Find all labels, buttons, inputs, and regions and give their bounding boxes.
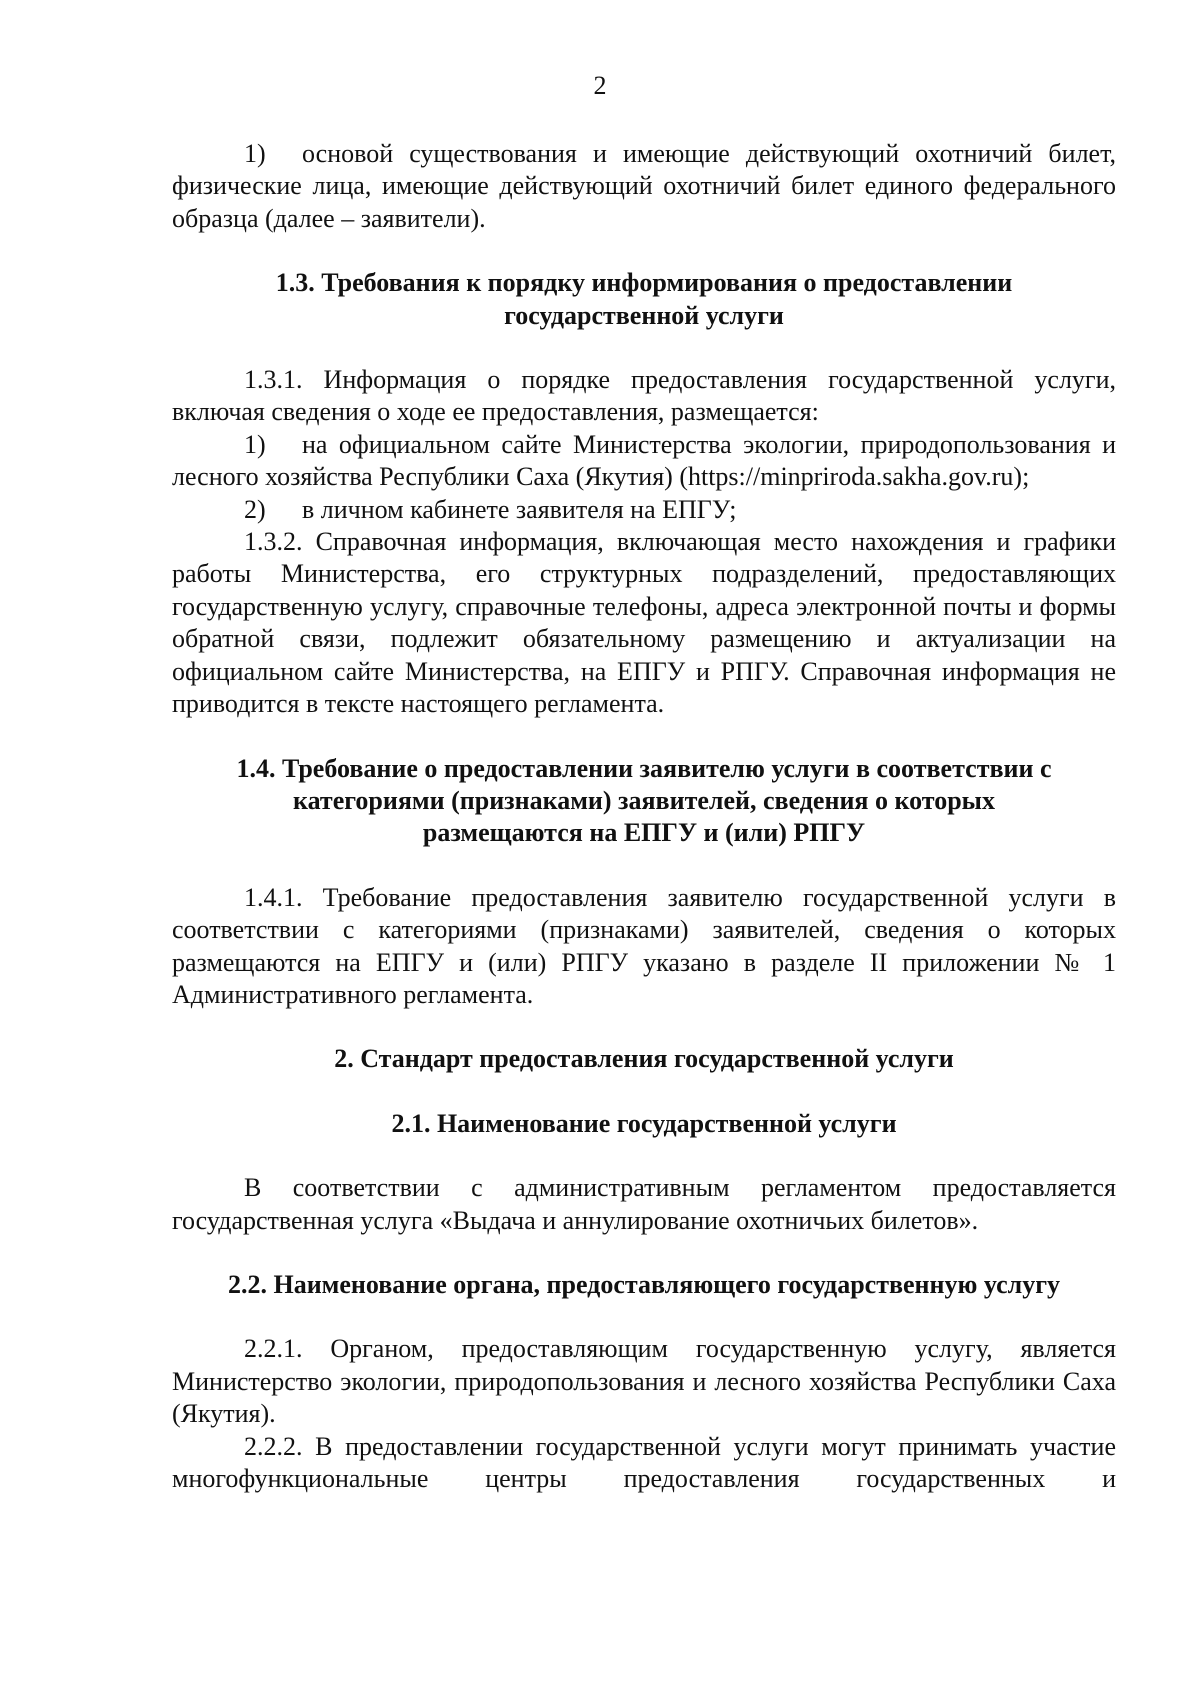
heading-line: 2. Стандарт предоставления государственной услуги — [334, 1044, 954, 1074]
heading-line: государственной услуги — [504, 300, 784, 330]
list-item-number: 1) — [244, 429, 266, 459]
page-number: 2 — [593, 71, 607, 100]
section-heading-2-1 — [172, 1108, 1116, 1140]
list-item — [172, 429, 1116, 494]
list-item — [172, 138, 1116, 235]
list-item-text: в личном кабинете заявителя на ЕПГУ; — [302, 494, 737, 524]
heading-line: 1.3. Требования к порядку информирования о предоставлении — [275, 268, 1013, 298]
list-item — [172, 494, 1116, 526]
list-item-number: 2) — [244, 494, 266, 524]
paragraph-1-4-1: 1.4.1. Требование предоставления заявителю государственной услуги в соответствии с категориями (признаками) заявителей, сведения о которых размещаются на ЕПГУ и (или) РПГУ указано в разделе II приложении № 1 Административного регламента. — [172, 882, 1116, 1009]
paragraph-2-2-2: 2.2.2. В предоставлении государственной услуги могут принимать участие многофункциональные центры предоставления государственных и — [172, 1431, 1116, 1493]
list-item-number: 1) — [244, 139, 266, 168]
heading-line: категориями (признаками) заявителей, сведения о которых — [293, 785, 995, 815]
document-body — [172, 138, 1116, 1495]
heading-line: 2.1. Наименование государственной услуги — [391, 1108, 897, 1138]
list-item-text: основой существования и имеющие действующий охотничий билет, физические лица, имеющие действующий охотничий билет единого федерального образца (далее – заявители). — [172, 139, 1116, 233]
paragraph-1-3-1: 1.3.1. Информация о порядке предоставления государственной услуги, включая сведения о ходе ее предоставления, размещается: — [172, 365, 1116, 427]
paragraph-2-1: В соответствии с административным регламентом предоставляется государственная услуга «Выдача и аннулирование охотничьих билетов». — [172, 1173, 1116, 1235]
section-heading-2-2 — [172, 1269, 1116, 1301]
paragraph-1-3-2: 1.3.2. Справочная информация, включающая место нахождения и графики работы Министерства, его структурных подразделений, предоставляющих государственную услугу, справочные телефоны, адреса электронной почты и формы обратной связи, подлежит обязательному размещению и актуализации на официальном сайте Министерства, на ЕПГУ и РПГУ. Справочная информация не приводится в тексте настоящего регламента. — [172, 527, 1116, 719]
section-heading-1-3 — [172, 267, 1116, 332]
heading-line: 1.4. Требование о предоставлении заявителю услуги в соответствии с — [236, 753, 1052, 783]
heading-line: 2.2. Наименование органа, предоставляющего государственную услугу — [227, 1269, 1061, 1299]
heading-line: размещаются на ЕПГУ и (или) РПГУ — [422, 818, 866, 848]
paragraph-2-2-1: 2.2.1. Органом, предоставляющим государственную услугу, является Министерство экологии, природопользования и лесного хозяйства Республики Саха (Якутия). — [172, 1334, 1116, 1429]
section-heading-2 — [172, 1043, 1116, 1075]
list-item-text: на официальном сайте Министерства экологии, природопользования и лесного хозяйства Республики Саха (Якутия) (https://minpriroda.sakha.gov.ru); — [172, 429, 1116, 492]
section-heading-1-4 — [172, 753, 1116, 850]
